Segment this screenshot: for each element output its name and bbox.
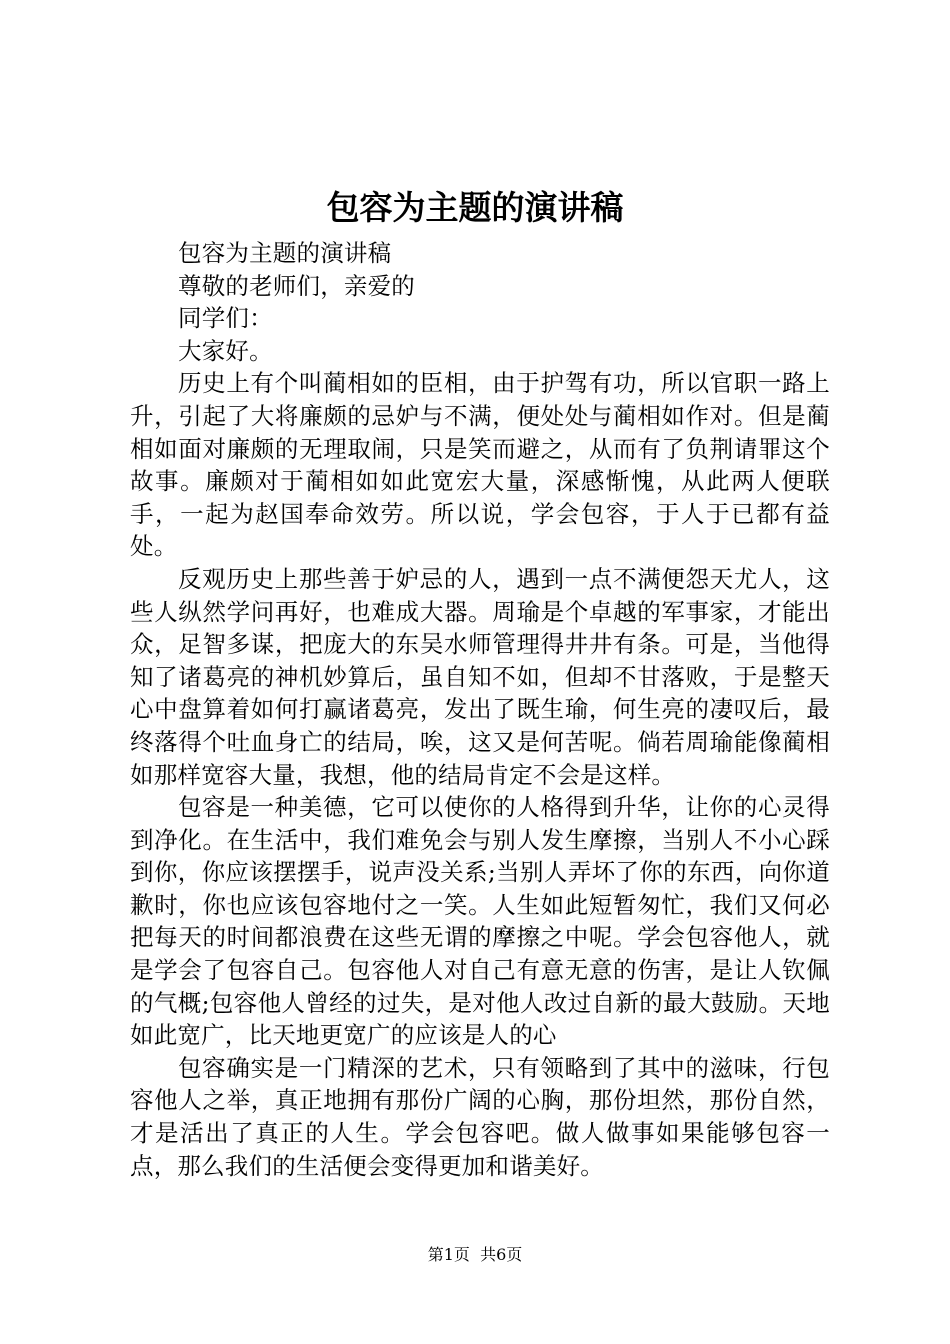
paragraph-body-3: 包容是一种美德，它可以使你的人格得到升华，让你的心灵得到净化。在生活中，我们难免会与别人发生摩擦，当别人不小心踩到你，你应该摆摆手，说声没关系;当别人弄坏了你的东西，向你道歉时，你也应该包容地付之一笑。人生如此短暂匆忙，我们又何必把每天的时间都浪费在这些无谓的摩擦之中呢。学会包容他人，就是学会了包容自己。包容他人对自己有意无意的伤害，是让人钦佩的气概;包容他人曾经的过失，是对他人改过自新的最大鼓励。天地如此宽广，比天地更宽广的应该是人的心 xyxy=(130,793,830,1050)
paragraph-greeting: 大家好。 xyxy=(178,336,273,365)
paragraph-body-4: 包容确实是一门精深的艺术，只有领略到了其中的滋味，行包容他人之举，真正地拥有那份广阔的心胸，那份坦然，那份自然，才是活出了真正的人生。学会包容吧。做人做事如果能够包容一点，那么我们的生活便会变得更加和谐美好。 xyxy=(130,1053,830,1180)
paragraph-salutation-cont: 同学们： xyxy=(178,304,273,333)
page-footer xyxy=(0,1244,950,1266)
page-total: 共6页 xyxy=(480,1245,523,1264)
document-title: 包容为主题的演讲稿 xyxy=(326,188,624,227)
paragraph-body-1: 历史上有个叫蔺相如的臣相，由于护驾有功，所以官职一路上升，引起了大将廉颇的忌妒与不满，便处处与蔺相如作对。但是蔺相如面对廉颇的无理取闹，只是笑而避之，从而有了负荆请罪这个故事。廉颇对于蔺相如如此宽宏大量，深感惭愧，从此两人便联手，一起为赵国奉命效劳。所以说，学会包容，于人于已都有益处。 xyxy=(130,369,830,561)
page-number: 第1页 xyxy=(427,1245,470,1264)
document-body xyxy=(130,237,830,1182)
paragraph-salutation: 尊敬的老师们，亲爱的 xyxy=(178,271,415,300)
paragraph-subtitle: 包容为主题的演讲稿 xyxy=(178,239,392,267)
paragraph-body-2: 反观历史上那些善于妒忌的人，遇到一点不满便怨天尤人，这些人纵然学问再好，也难成大器。周瑜是个卓越的军事家，才能出众，足智多谋，把庞大的东吴水师管理得井井有条。可是，当他得知了诸葛亮的神机妙算后，虽自知不如，但却不甘落败，于是整天心中盘算着如何打赢诸葛亮，发出了既生瑜，何生亮的凄叹后，最终落得个吐血身亡的结局，唉，这又是何苦呢。倘若周瑜能像蔺相如那样宽容大量，我想，他的结局肯定不会是这样。 xyxy=(130,564,830,789)
